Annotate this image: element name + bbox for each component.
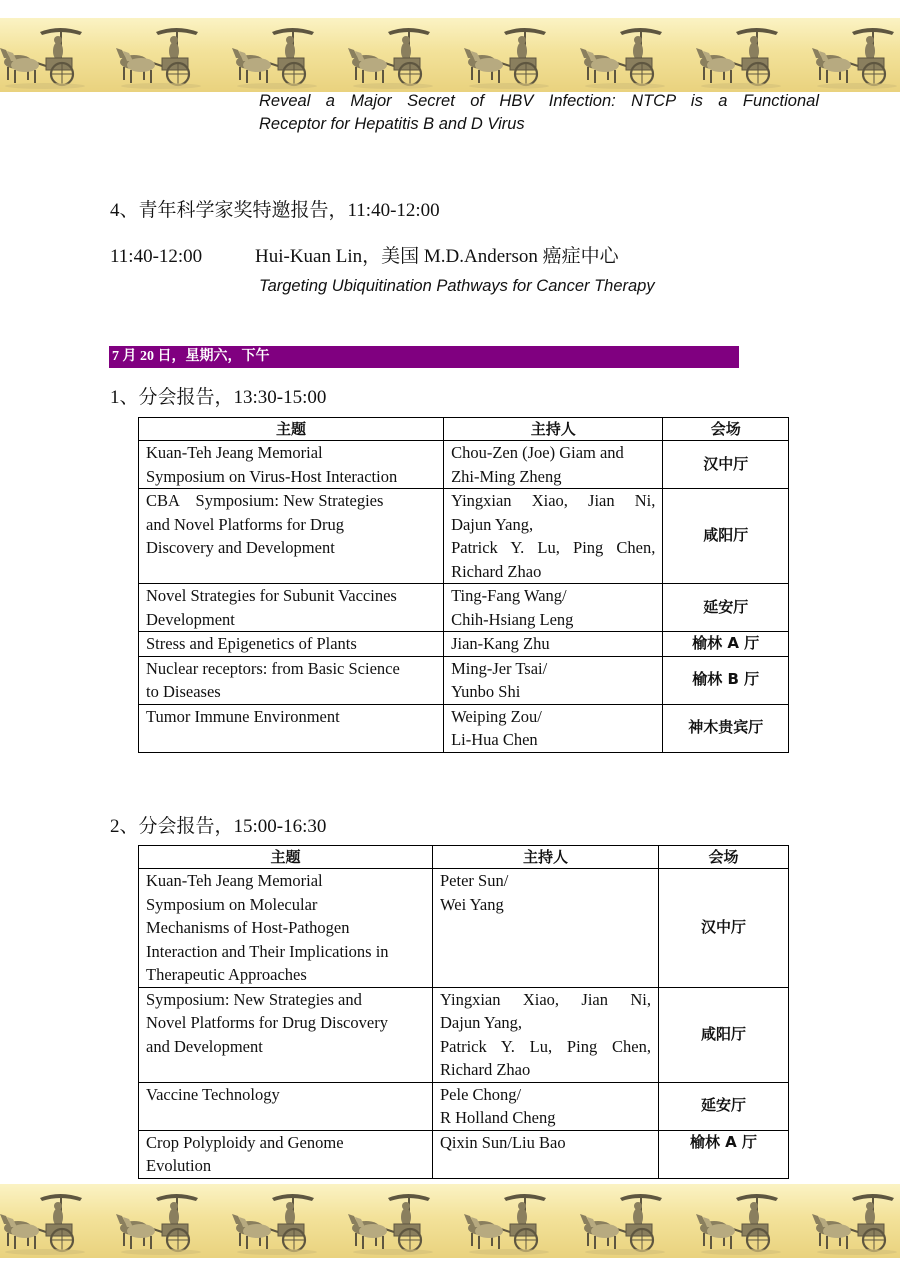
host-cell bbox=[444, 489, 663, 584]
table-header-row bbox=[139, 418, 789, 441]
day-band: 7 月 20 日，星期六，下午 bbox=[109, 346, 739, 368]
talk-title-line: Reveal a Major Secret of HBV Infection: NTCP is a Functional bbox=[259, 92, 819, 110]
header-venue: 会场 bbox=[658, 846, 788, 869]
venue-cell: 汉中厅 bbox=[658, 869, 788, 988]
topic-line: Kuan-Teh Jeang Memorial bbox=[146, 871, 323, 890]
header-host: 主持人 bbox=[433, 846, 659, 869]
host-line: Chih-Hsiang Leng bbox=[451, 609, 574, 629]
table-row bbox=[139, 441, 789, 489]
host-line: Dajun Yang, bbox=[440, 1013, 523, 1032]
topic-cell bbox=[139, 441, 444, 489]
section-heading: 4、青年科学家奖特邀报告，11:40-12:00 bbox=[110, 200, 440, 221]
session-heading: 1、分会报告，13:30-15:00 bbox=[110, 387, 327, 408]
venue-cell: 延安厅 bbox=[658, 1082, 788, 1130]
host-line: Jian-Kang Zhu bbox=[451, 634, 550, 653]
venue-cell: 咸阳厅 bbox=[663, 489, 789, 584]
terracotta-chariot-icon bbox=[0, 1194, 85, 1255]
topic-cell bbox=[139, 632, 444, 657]
host-line: Ming-Jer Tsai/ bbox=[451, 658, 548, 678]
host-cell bbox=[444, 441, 663, 489]
venue-cell: 榆林 A 厅 bbox=[663, 632, 789, 657]
topic-cell bbox=[139, 1130, 433, 1178]
host-line: R Holland Cheng bbox=[440, 1108, 556, 1127]
terracotta-chariot-icon bbox=[812, 28, 897, 89]
terracotta-chariot-icon bbox=[580, 1194, 665, 1255]
topic-line: Therapeutic Approaches bbox=[146, 965, 307, 984]
host-cell bbox=[433, 1130, 659, 1178]
header-venue: 会场 bbox=[663, 418, 789, 441]
terracotta-chariot-icon bbox=[696, 1194, 781, 1255]
table-row bbox=[139, 704, 789, 752]
topic-line: Vaccine Technology bbox=[146, 1084, 280, 1104]
topic-line: Stress and Epigenetics of Plants bbox=[146, 634, 357, 653]
venue-cell: 延安厅 bbox=[663, 584, 789, 632]
session1-table bbox=[138, 417, 789, 753]
topic-line: Symposium on Virus-Host Interaction bbox=[146, 466, 398, 486]
host-line: Yunbo Shi bbox=[451, 682, 521, 701]
terracotta-chariot-icon bbox=[116, 28, 201, 89]
topic-line: Nuclear receptors: from Basic Science bbox=[146, 658, 400, 678]
terracotta-chariot-icon bbox=[232, 28, 317, 89]
talk-entry bbox=[110, 241, 810, 268]
topic-cell bbox=[139, 704, 444, 752]
chariot-frieze bbox=[0, 1184, 900, 1258]
topic-cell bbox=[139, 656, 444, 704]
host-line: Ting-Fang Wang/ bbox=[451, 586, 567, 605]
host-line: Yingxian Xiao, Jian Ni, bbox=[440, 989, 651, 1009]
table-row bbox=[139, 987, 789, 1082]
topic-line: Novel Platforms for Drug Discovery bbox=[146, 1013, 388, 1032]
topic-line: Interaction and Their Implications in bbox=[146, 941, 389, 961]
header-topic: 主题 bbox=[139, 846, 433, 869]
host-line: Patrick Y. Lu, Ping Chen, bbox=[451, 538, 656, 557]
topic-line: CBA Symposium: New Strategies bbox=[146, 491, 384, 510]
table-row bbox=[139, 584, 789, 632]
chariot-frieze bbox=[0, 18, 900, 92]
host-line: Peter Sun/ bbox=[440, 871, 509, 890]
topic-line: Symposium: New Strategies and bbox=[146, 989, 362, 1009]
venue-cell: 榆林 B 厅 bbox=[663, 656, 789, 704]
host-cell bbox=[433, 869, 659, 988]
topic-line: Discovery and Development bbox=[146, 538, 335, 557]
topic-line: to Diseases bbox=[146, 682, 221, 701]
venue-cell: 榆林 A 厅 bbox=[658, 1130, 788, 1178]
top-banner bbox=[0, 18, 900, 92]
table-row bbox=[139, 869, 789, 988]
topic-line: and Development bbox=[146, 1036, 263, 1056]
host-cell bbox=[444, 704, 663, 752]
topic-cell bbox=[139, 869, 433, 988]
topic-cell bbox=[139, 987, 433, 1082]
host-cell bbox=[444, 584, 663, 632]
topic-line: Evolution bbox=[146, 1156, 212, 1175]
host-line: Pele Chong/ bbox=[440, 1084, 522, 1104]
venue-cell: 神木贵宾厅 bbox=[663, 704, 789, 752]
topic-line: Novel Strategies for Subunit Vaccines bbox=[146, 586, 397, 605]
terracotta-chariot-icon bbox=[232, 1194, 317, 1255]
topic-line: Symposium on Molecular bbox=[146, 894, 318, 914]
host-line: Richard Zhao bbox=[440, 1060, 531, 1079]
header-host: 主持人 bbox=[444, 418, 663, 441]
host-line: Yingxian Xiao, Jian Ni, bbox=[451, 491, 656, 510]
topic-cell bbox=[139, 489, 444, 584]
header-topic: 主题 bbox=[139, 418, 444, 441]
host-cell bbox=[444, 656, 663, 704]
talk-title-line: Receptor for Hepatitis B and D Virus bbox=[259, 115, 525, 133]
topic-line: Mechanisms of Host-Pathogen bbox=[146, 918, 350, 937]
bottom-banner bbox=[0, 1184, 900, 1258]
host-cell bbox=[433, 987, 659, 1082]
table-row bbox=[139, 489, 789, 584]
host-line: Li-Hua Chen bbox=[451, 730, 538, 749]
host-cell bbox=[444, 632, 663, 657]
host-line: Zhi-Ming Zheng bbox=[451, 466, 562, 486]
terracotta-chariot-icon bbox=[812, 1194, 897, 1255]
table-row bbox=[139, 1130, 789, 1178]
terracotta-chariot-icon bbox=[696, 28, 781, 89]
host-line: Weiping Zou/ bbox=[451, 706, 542, 726]
table-row bbox=[139, 656, 789, 704]
topic-cell bbox=[139, 1082, 433, 1130]
host-line: Wei Yang bbox=[440, 894, 504, 914]
host-line: Qixin Sun/Liu Bao bbox=[440, 1132, 566, 1152]
host-line: Richard Zhao bbox=[451, 561, 542, 581]
terracotta-chariot-icon bbox=[464, 28, 549, 89]
talk-time: 11:40-12:00 bbox=[110, 246, 203, 267]
talk-speaker: Hui-Kuan Lin，美国 M.D.Anderson 癌症中心 bbox=[255, 246, 619, 267]
host-line: Chou-Zen (Joe) Giam and bbox=[451, 443, 624, 462]
topic-line: and Novel Platforms for Drug bbox=[146, 514, 344, 534]
venue-cell: 汉中厅 bbox=[663, 441, 789, 489]
terracotta-chariot-icon bbox=[464, 1194, 549, 1255]
session-heading: 2、分会报告，15:00-16:30 bbox=[110, 816, 327, 837]
venue-cell: 咸阳厅 bbox=[658, 987, 788, 1082]
host-line: Patrick Y. Lu, Ping Chen, bbox=[440, 1036, 651, 1056]
topic-line: Development bbox=[146, 609, 235, 629]
talk-title: Targeting Ubiquitination Pathways for Cancer Therapy bbox=[259, 277, 655, 295]
topic-cell bbox=[139, 584, 444, 632]
topic-line: Crop Polyploidy and Genome bbox=[146, 1132, 344, 1152]
topic-line: Kuan-Teh Jeang Memorial bbox=[146, 443, 323, 462]
session2-table bbox=[138, 845, 789, 1179]
terracotta-chariot-icon bbox=[0, 28, 85, 89]
table-row bbox=[139, 1082, 789, 1130]
terracotta-chariot-icon bbox=[116, 1194, 201, 1255]
host-cell bbox=[433, 1082, 659, 1130]
terracotta-chariot-icon bbox=[348, 1194, 433, 1255]
host-line: Dajun Yang, bbox=[451, 514, 534, 534]
talk-title-continuation bbox=[259, 90, 819, 136]
table-header-row bbox=[139, 846, 789, 869]
topic-line: Tumor Immune Environment bbox=[146, 706, 340, 726]
table-row bbox=[139, 632, 789, 657]
terracotta-chariot-icon bbox=[580, 28, 665, 89]
terracotta-chariot-icon bbox=[348, 28, 433, 89]
